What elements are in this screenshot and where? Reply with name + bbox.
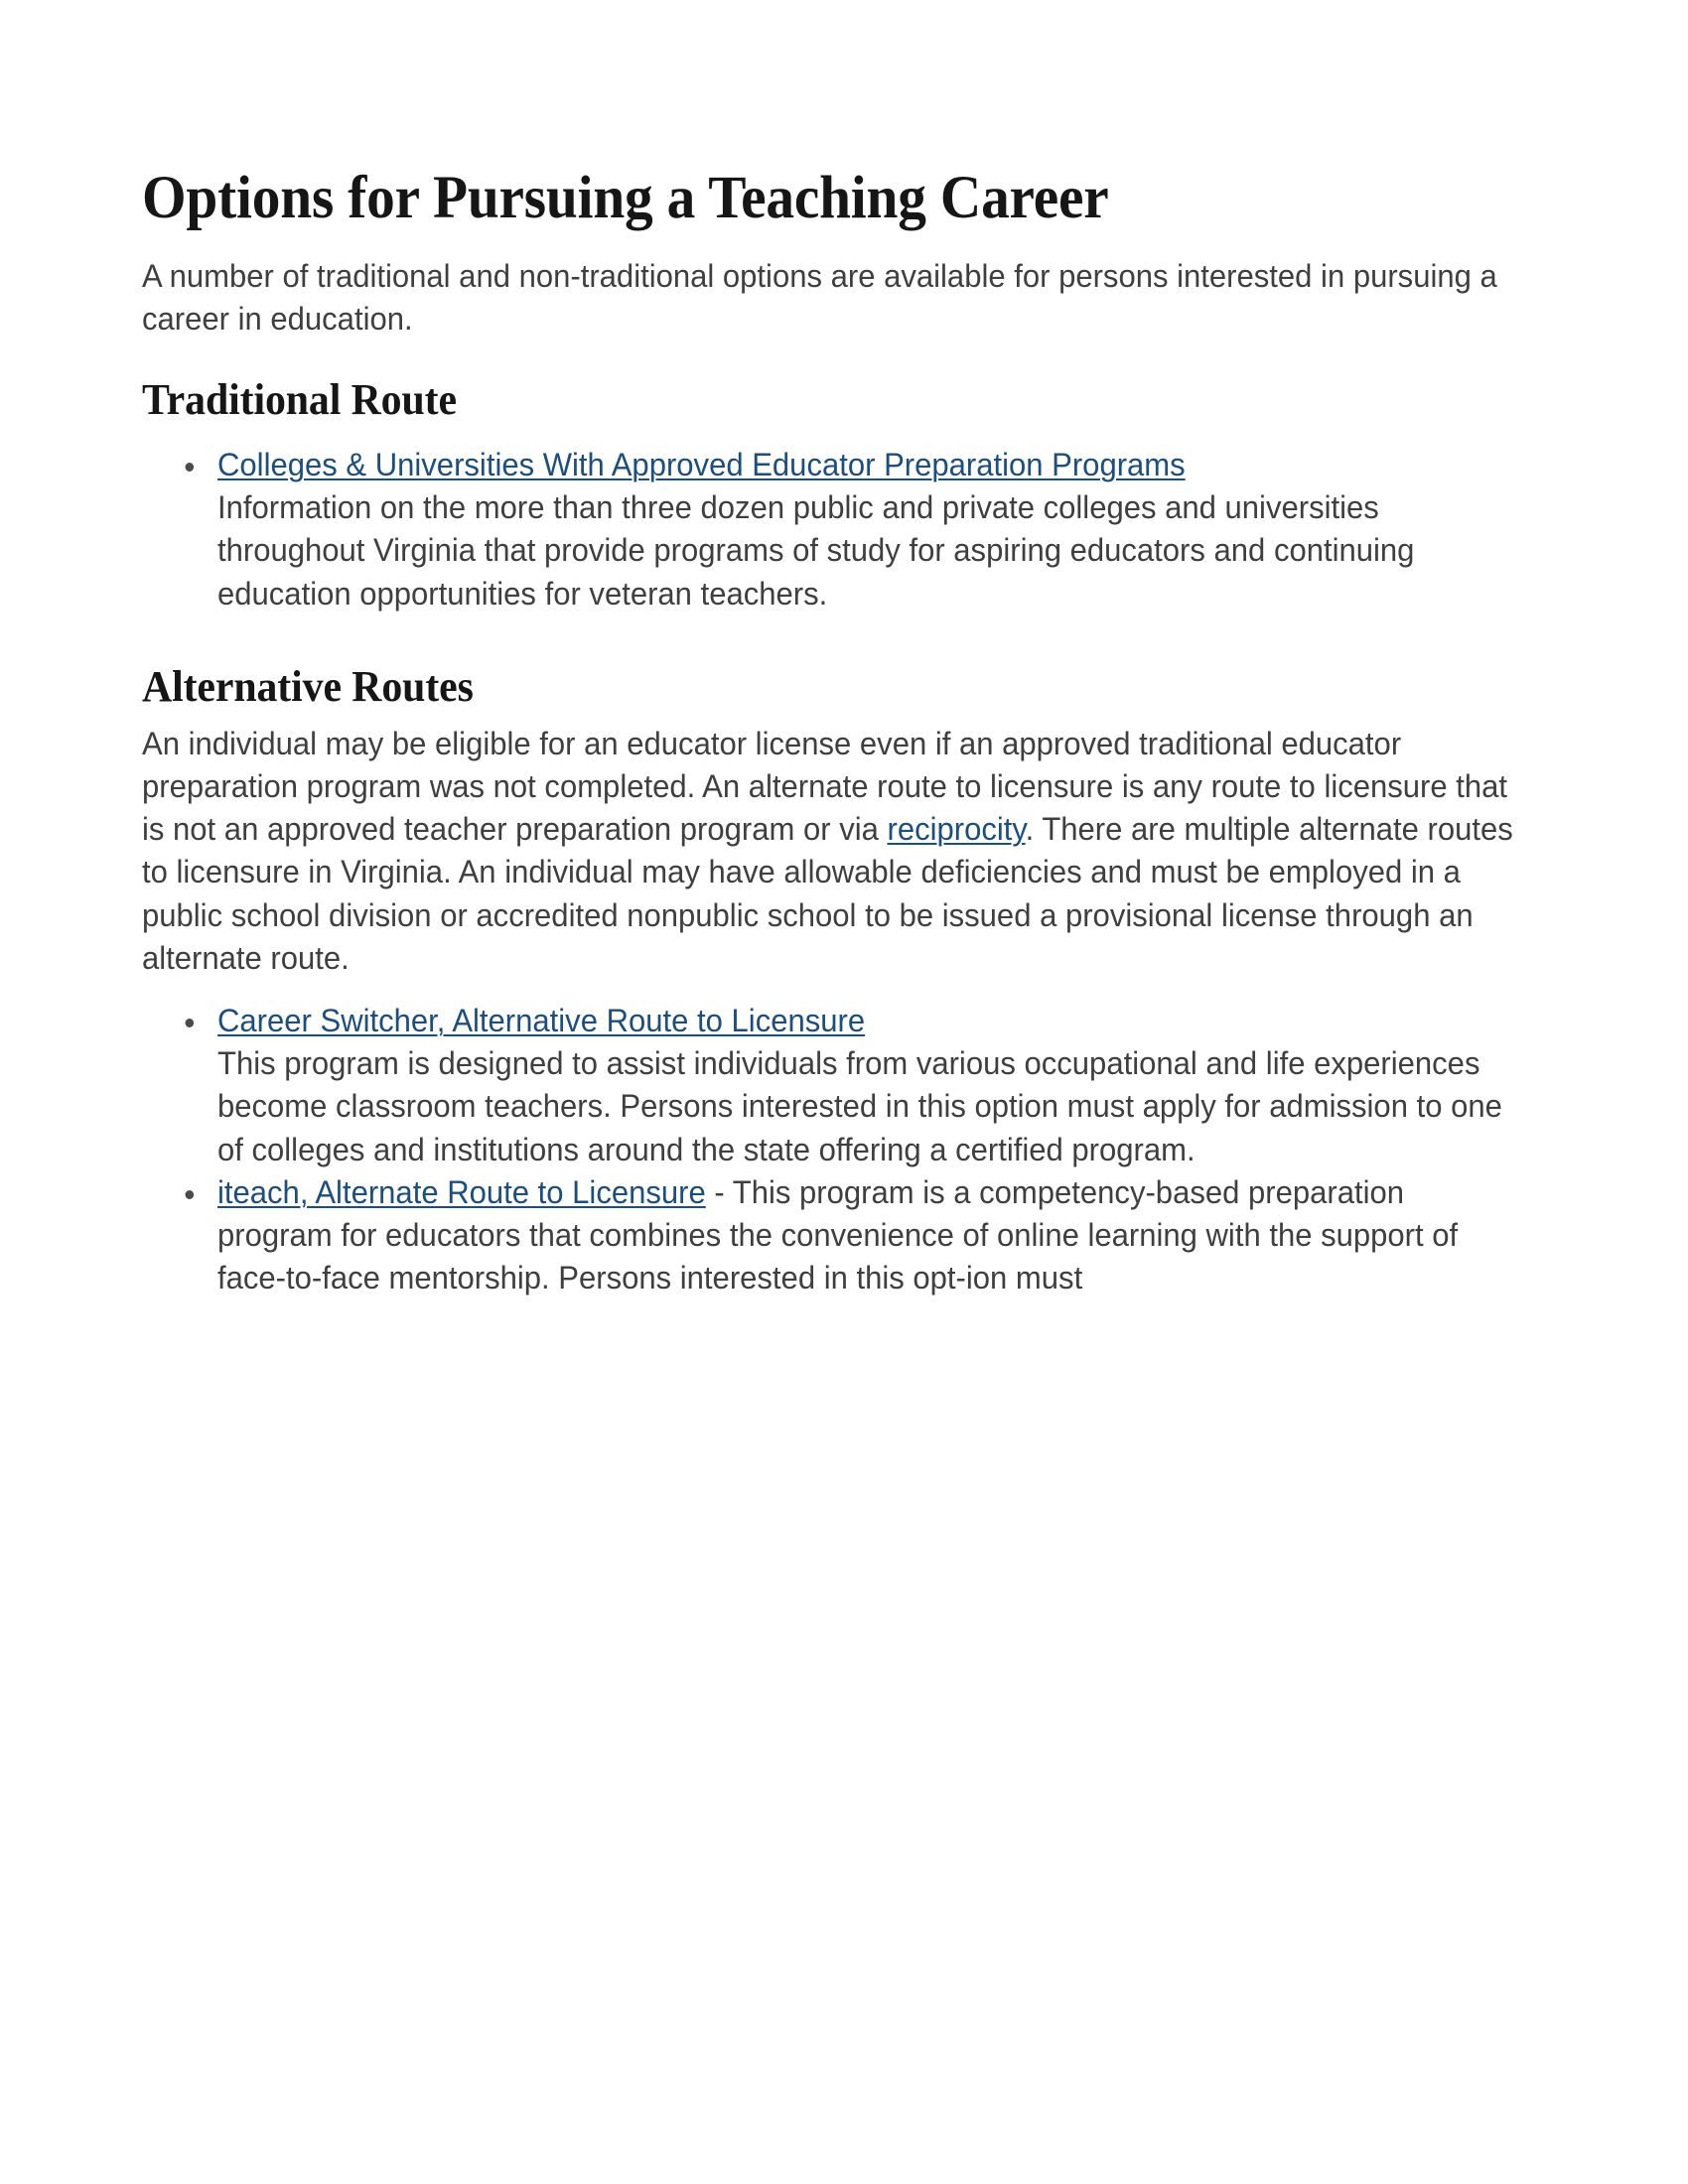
section-heading-traditional-route: Traditional Route xyxy=(142,374,457,424)
link-reciprocity[interactable]: reciprocity xyxy=(887,811,1026,848)
list-item xyxy=(217,1171,1519,1300)
intro-paragraph: A number of traditional and non-traditional options are available for persons interested in pursuing a career in education. xyxy=(142,257,1497,337)
alternative-routes-list xyxy=(142,1000,1519,1300)
link-iteach-alternate-route-to-licensure[interactable]: iteach, Alternate Route to Licensure xyxy=(217,1173,706,1210)
traditional-route-list xyxy=(142,444,1519,615)
list-item-description: - This program is a competency-based preparation program for educators that combines the convenience of online learning with the support of face-to-face mentorship. Persons interested in this opt-ion must xyxy=(217,1173,1459,1297)
paragraph-text-part-two: . There are multiple alternate routes to licensure in Virginia. An individual may have allowable deficiencies and must be employed in a public school division or accredited nonpublic school to be issued a provisional license through an alternate route. xyxy=(142,811,1513,976)
list-item-description: This program is designed to assist individuals from various occupational and life experiences become classroom teachers. Persons interested in this option must apply for admission to one of colleges and institutions around the state offering a certified program. xyxy=(217,1045,1502,1167)
list-item xyxy=(217,444,1519,615)
list-item-description: Information on the more than three dozen public and private colleges and universities throughout Virginia that provide programs of study for aspiring educators and continuing education opportunities for veteran teachers. xyxy=(217,489,1415,612)
section-heading-alternative-routes: Alternative Routes xyxy=(142,661,474,711)
link-career-switcher-alternative-route-to-licensure[interactable]: Career Switcher, Alternative Route to Licensure xyxy=(217,1002,866,1038)
paragraph-text-part-one: An individual may be eligible for an educator license even if an approved traditional educator preparation program was not completed. An alternate route to licensure is any route to licensure that is not an approved teacher preparation program or via xyxy=(142,725,1508,848)
page-title: Options for Pursuing a Teaching Career xyxy=(142,165,1109,231)
alternative-routes-paragraph xyxy=(142,723,1519,980)
link-colleges-universities-approved-educator-preparation-programs[interactable]: Colleges & Universities With Approved Educator Preparation Programs xyxy=(217,446,1186,482)
list-item xyxy=(217,1000,1519,1171)
